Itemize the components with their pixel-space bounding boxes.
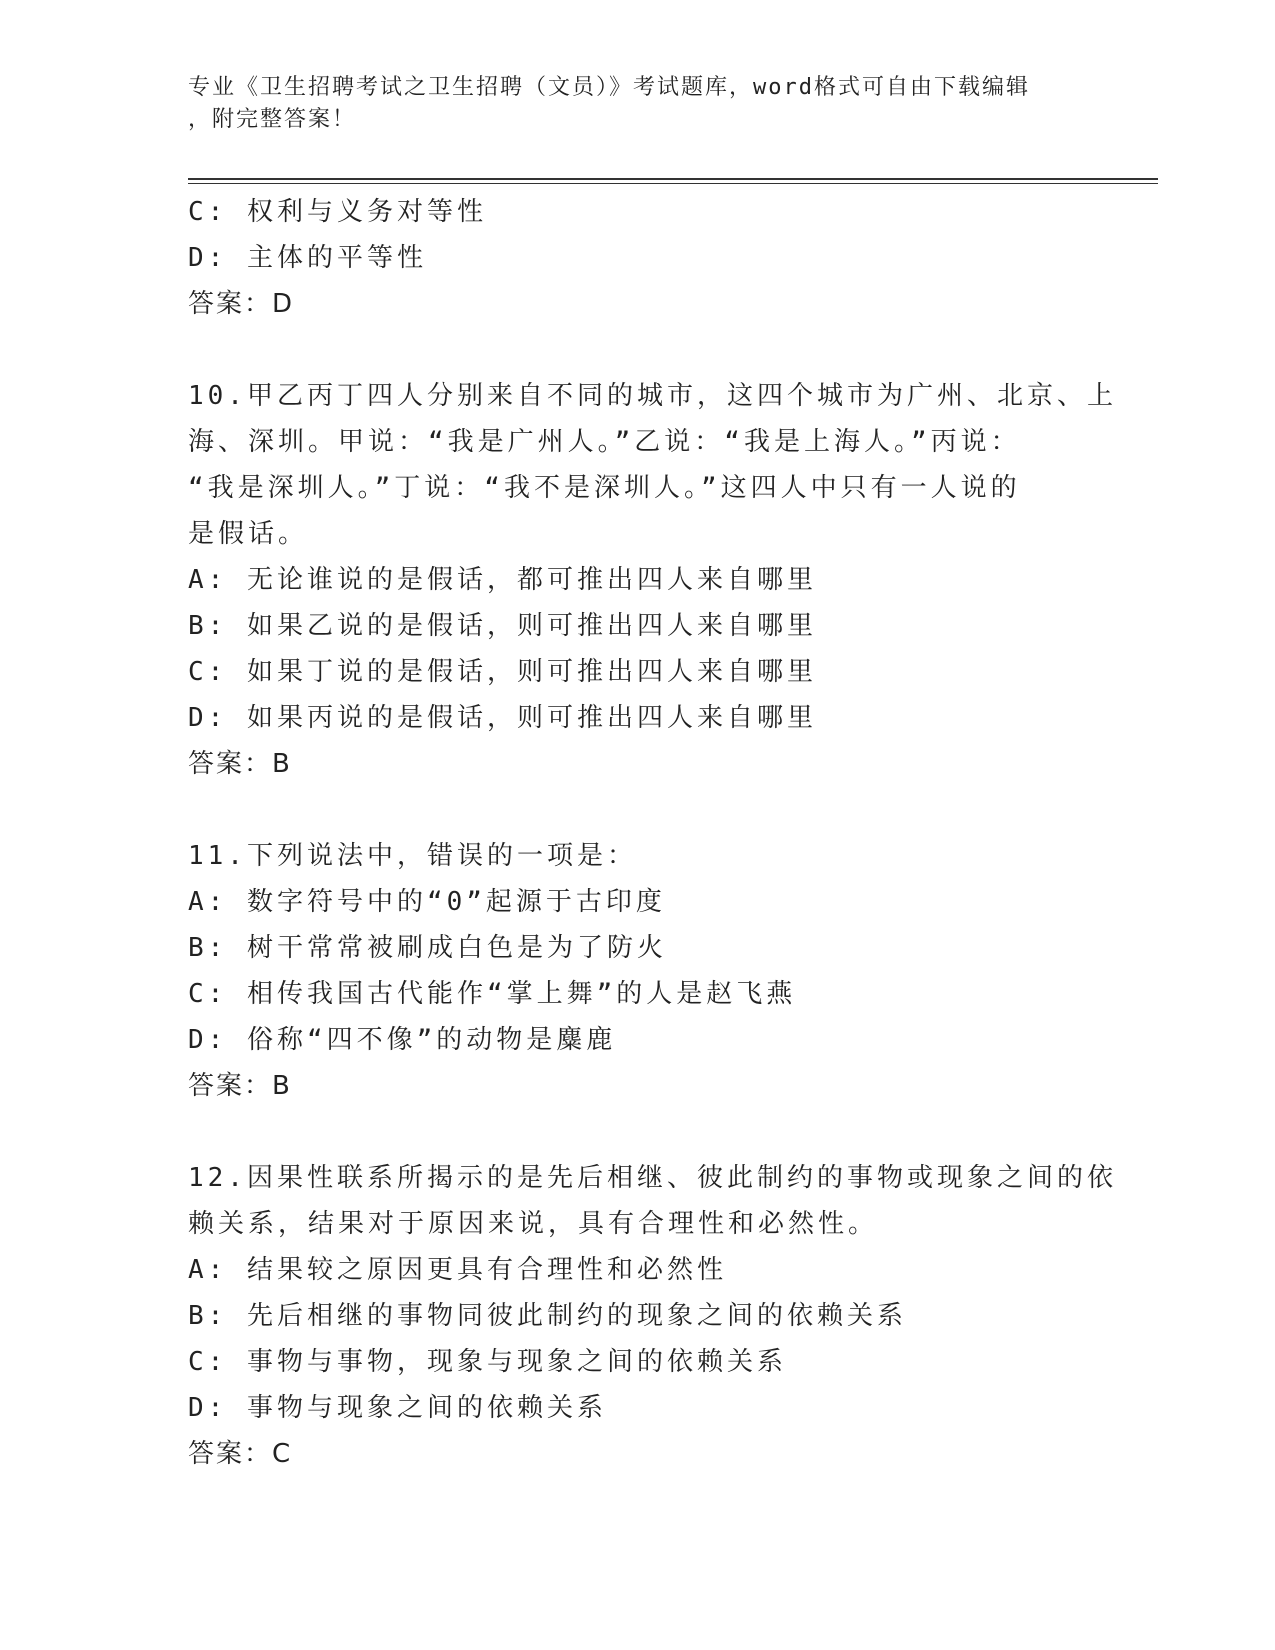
answer-line: 答案：B [188, 1071, 292, 1101]
question-stem-line: 是假话。 [188, 519, 309, 549]
answer-line: 答案：C [188, 1439, 293, 1469]
question-stem-line: “我是深圳人。”丁说：“我不是深圳人。”这四人中只有一人说的 [188, 473, 1021, 503]
document-header [188, 72, 1088, 136]
option-c: C: 如果丁说的是假话，则可推出四人来自哪里 [188, 657, 817, 687]
option-d: D: 事物与现象之间的依赖关系 [188, 1393, 607, 1423]
option-b: B: 树干常常被刷成白色是为了防火 [188, 933, 667, 963]
option-c: C: 事物与事物，现象与现象之间的依赖关系 [188, 1347, 787, 1377]
spacer [188, 1109, 1088, 1155]
header-line-1: 专业《卫生招聘考试之卫生招聘（文员）》考试题库，word格式可自由下载编辑 [188, 75, 1030, 100]
option-b: B: 先后相继的事物同彼此制约的现象之间的依赖关系 [188, 1301, 907, 1331]
answer-line: 答案：B [188, 749, 292, 779]
spacer [188, 787, 1088, 833]
spacer [188, 327, 1088, 373]
header-rule-thin [188, 183, 1158, 184]
header-line-2: ，附完整答案！ [188, 107, 357, 132]
option-d: D: 如果丙说的是假话，则可推出四人来自哪里 [188, 703, 817, 733]
question-12 [188, 1155, 1117, 1477]
option-a: A: 结果较之原因更具有合理性和必然性 [188, 1255, 727, 1285]
question-stem-line: 赖关系，结果对于原因来说，具有合理性和必然性。 [188, 1209, 879, 1239]
header-rule-thick [188, 178, 1158, 180]
question-10 [188, 373, 1117, 787]
question-stem-line: 海、深圳。甲说：“我是广州人。”乙说：“我是上海人。”丙说： [188, 427, 1021, 457]
previous-question-tail [188, 189, 1088, 327]
question-11 [188, 833, 1088, 1109]
question-stem-line: 10.甲乙丙丁四人分别来自不同的城市，这四个城市为广州、北京、上 [188, 381, 1117, 411]
option-a: A: 数字符号中的“0”起源于古印度 [188, 887, 666, 917]
option-d: D: 俗称“四不像”的动物是麋鹿 [188, 1025, 617, 1055]
answer-line: 答案：D [188, 289, 295, 319]
option-b: B: 如果乙说的是假话，则可推出四人来自哪里 [188, 611, 817, 641]
question-stem-line: 11.下列说法中，错误的一项是： [188, 841, 637, 871]
option-c: C: 相传我国古代能作“掌上舞”的人是赵飞燕 [188, 979, 797, 1009]
option-c: C: 权利与义务对等性 [188, 197, 487, 227]
document-body [188, 189, 1117, 1477]
option-a: A: 无论谁说的是假话，都可推出四人来自哪里 [188, 565, 817, 595]
option-d: D: 主体的平等性 [188, 243, 427, 273]
question-stem-line: 12.因果性联系所揭示的是先后相继、彼此制约的事物或现象之间的依 [188, 1163, 1117, 1193]
